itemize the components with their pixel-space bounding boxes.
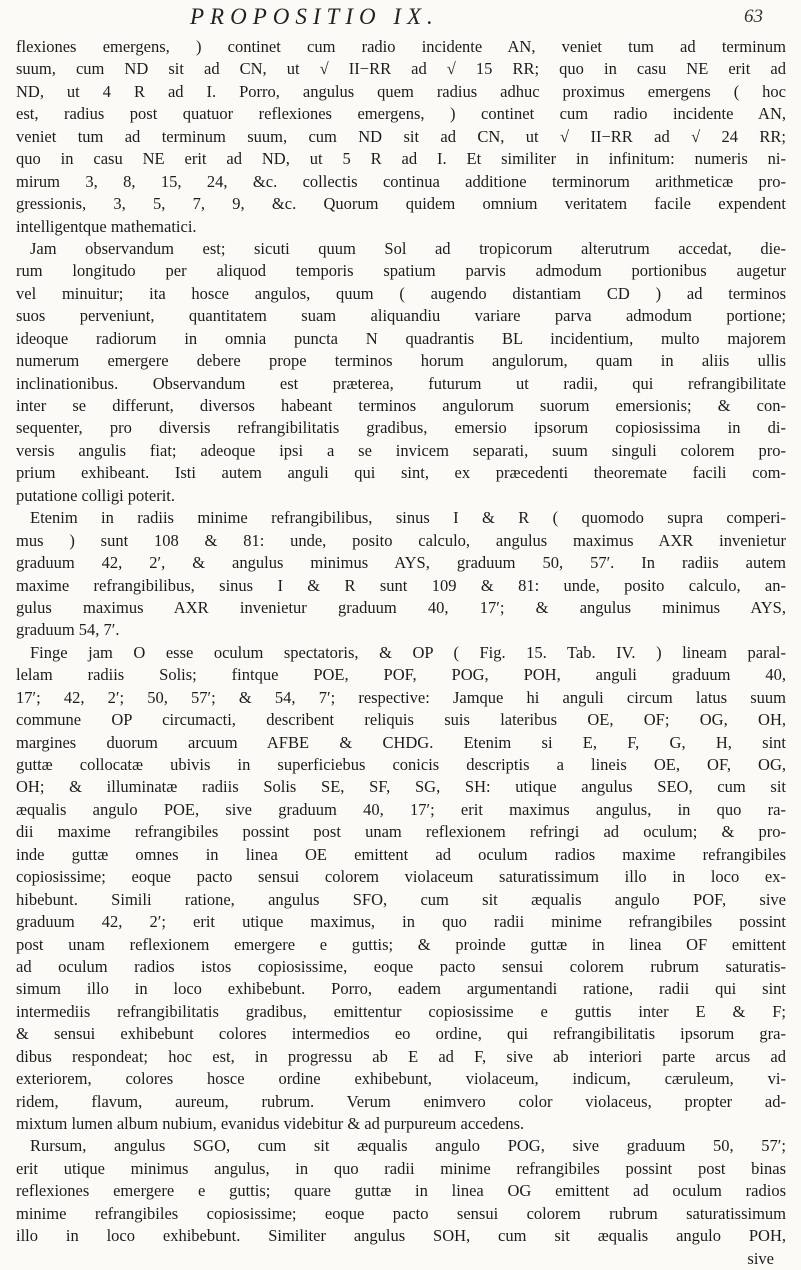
body-text	[16, 36, 786, 1270]
text-line: suum, cum ND sit ad CN, ut √ II−RR ad √ 15 RR; quo in casu NE erit ad	[16, 59, 786, 79]
text-line: margines duorum arcuum AFBE & CHDG. Etenim si E, F, G, H, sint	[16, 732, 786, 752]
text-line: commune OP circumacti, describent reliquis suis lateribus OE, OF; OG, OH,	[16, 710, 786, 730]
text-line: graduum 42, 2′; erit utique maximus, in quo radii minime refrangibiles possint	[16, 912, 786, 932]
text-line: gressionis, 3, 5, 7, 9, &c. Quorum quidem omnium veritatem facile expendent	[16, 194, 786, 214]
text-line: numerum emergere debere prope terminos horum angulorum, quam in aliis ullis	[16, 351, 786, 371]
text-line: minime refrangibiles copiosissime; eoque pacto sensui colorem rubrum saturatissimum	[16, 1203, 786, 1223]
text-line: putatione colligi poterit.	[16, 485, 176, 505]
text-line: 17′; 42, 2′; 50, 57′; & 54, 7′; respective: Jamque hi anguli circum latus suum	[16, 687, 786, 707]
text-line: graduum 42, 2′, & angulus minimus AYS, graduum 50, 57′. In radiis autem	[16, 553, 786, 573]
text-line: & sensui exhibebunt colores intermedios eo ordine, qui refrangibilitatis ipsorum gra-	[16, 1024, 786, 1044]
text-line: intermediis refrangibilitatis gradibus, emittentur copiosissime e guttis inter E & F;	[16, 1001, 786, 1021]
text-line: æqualis angulo POE, sive graduum 40, 17′; erit maximus angulus, in quo ra-	[16, 799, 786, 819]
text-line: Etenim in radiis minime refrangibilibus, sinus I & R ( quomodo supra comperi-	[30, 508, 786, 528]
text-line: erit utique minimus angulus, in quo radii minime refrangibiles possint post binas	[16, 1158, 786, 1178]
text-line: maxime refrangibilibus, sinus I & R sunt 109 & 81: unde, posito calculo, an-	[16, 575, 786, 595]
text-line: ridem, flavum, aureum, rubrum. Verum enimvero color violaceus, propter ad-	[16, 1091, 786, 1111]
text-line: suos perveniunt, quantitatem suam aliquandiu variare parva admodum portione;	[16, 306, 786, 326]
text-line: mus ) sunt 108 & 81: unde, posito calculo, angulus maximus AXR invenietur	[16, 530, 786, 550]
text-line: simum illo in loco exhibebunt. Porro, eadem argumentandi ratione, radii qui sint	[16, 979, 786, 999]
text-line: mirum 3, 8, 15, 24, &c. collectis continua additione terminorum arithmeticæ pro-	[16, 171, 786, 191]
text-line: lelam radiis Solis; fintque POE, POF, POG, POH, anguli graduum 40,	[16, 665, 786, 685]
text-line: flexiones emergens, ) continet cum radio incidente AN, veniet tum ad terminum	[16, 37, 786, 56]
text-line: Finge jam O esse oculum spectatoris, & OP ( Fig. 15. Tab. IV. ) lineam paral-	[30, 642, 786, 662]
text-line: gulus maximus AXR invenietur graduum 40, 17′; & angulus minimus AYS,	[16, 597, 786, 617]
text-line: illo in loco exhibebunt. Similiter angulus SOH, cum sit æqualis angulo POH,	[16, 1226, 786, 1246]
text-line: mixtum lumen album nubium, evanidus videbitur & ad purpureum accedens.	[16, 1114, 525, 1133]
text-line: prium exhibeant. Isti autem anguli qui sint, ex præcedenti theoremate facili com-	[16, 463, 786, 483]
text-line: quo in casu NE erit ad ND, ut 5 R ad I. Et similiter in infinitum: numeris ni-	[16, 149, 786, 169]
text-line: post unam reflexionem emergere e guttis; & proinde guttæ in linea OF emittent	[16, 934, 786, 954]
text-line: OH; & illuminatæ radiis Solis SE, SF, SG, SH: utique angulus SEO, cum sit	[16, 777, 786, 797]
text-line: exteriorem, colores hosce ordine exhibebunt, violaceum, indicum, cæruleum, vi-	[16, 1069, 786, 1089]
running-title: PROPOSITIO IX.	[190, 4, 439, 29]
text-line: sive	[747, 1248, 774, 1268]
text-line: veniet tum ad terminum suum, cum ND sit ad CN, ut √ II−RR ad √ 24 RR;	[16, 126, 786, 146]
text-line: inde guttæ omnes in linea OE emittent ad oculum radios maxime refrangibiles	[16, 844, 786, 864]
text-line: dii maxime refrangibiles possint post unam reflexionem refringi ad oculum; & pro-	[16, 822, 786, 842]
text-line: guttæ collocatæ ubivis in superficiebus conicis descriptis a lineis OE, OF, OG,	[16, 755, 786, 774]
text-line: Jam observandum est; sicuti quum Sol ad tropicorum alterutrum accedat, die-	[30, 238, 786, 258]
text-line: versis angulis fiat; adeoque ipsi a se invicem separati, suum singuli colorem pro-	[16, 440, 786, 460]
text-line: inclinationibus. Observandum est præterea, futurum ut radii, qui refrangibilitate	[16, 373, 786, 393]
text-line: dibus respondeat; hoc est, in progressu ab E ad F, sive ab interiori parte arcus ad	[16, 1046, 786, 1066]
page-number: 63	[744, 6, 763, 27]
text-line: reflexiones emergere e guttis; quare guttæ in linea OG emittent ad oculum radios	[16, 1181, 786, 1201]
text-line: intelligentque mathematici.	[16, 216, 197, 236]
text-line: inter se differunt, diversos habeant terminos angulorum suorum emersionis; & con-	[16, 396, 786, 415]
text-line: vel minuitur; ita hosce angulos, quum ( augendo distantiam CD ) ad terminos	[16, 283, 786, 303]
text-line: ND, ut 4 R ad I. Porro, angulus quem radius adhuc proximus emergens ( hoc	[16, 81, 786, 101]
text-line: ideoque radiorum in omnia puncta N quadrantis BL incidentium, multo majorem	[16, 328, 786, 348]
text-line: ad oculum radios istos copiosissime, eoque pacto sensui colorem rubrum saturatis-	[16, 956, 786, 976]
text-line: copiosissime; eoque pacto sensui colorem violaceum saturatissimum illo in loco ex-	[16, 867, 786, 887]
text-line: hibebunt. Simili ratione, angulus SFO, cum sit æqualis angulo POF, sive	[16, 889, 786, 909]
text-line: rum longitudo per aliquod temporis spatium parvis admodum portionibus augetur	[16, 261, 786, 281]
text-line: sequenter, pro diversis refrangibilitatis gradibus, emersio ipsorum copiosissima in di-	[16, 418, 786, 438]
text-line: graduum 54, 7′.	[16, 620, 120, 640]
page-header	[0, 2, 801, 36]
text-line: Rursum, angulus SGO, cum sit æqualis angulo POG, sive graduum 50, 57′;	[30, 1136, 786, 1156]
text-line: est, radius post quatuor reflexiones emergens, ) continet cum radio incidente AN,	[16, 104, 786, 124]
